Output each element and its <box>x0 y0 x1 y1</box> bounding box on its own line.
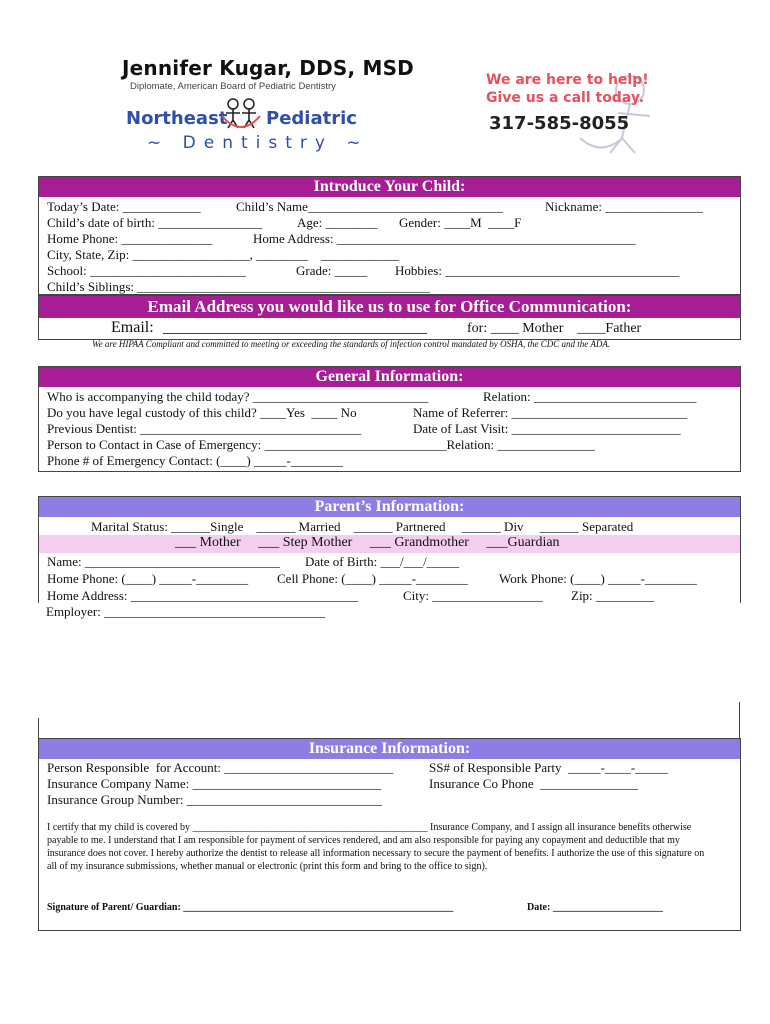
certification-text: I certify that my child is covered by _______________________________________________ Insurance Company, and I assign all insurance benefits otherwise payable to me. I understand that I am responsible for payment of services rendered, and am also responsible for paying any copayment and deductible that my insurance does not cover. I hereby authorize the dentist to release all information necessary to secure the payment of benefits. I authorize the use of this signature on all of my insurance submissions, whether manual or electronic (print this form and bring to the office to sign). <box>47 822 705 872</box>
brand-northeast: Northeast <box>126 108 228 129</box>
home-address-field[interactable]: Home Address: ______________________________________________ <box>253 231 636 246</box>
parent-title: Parent’s Information: <box>39 497 740 517</box>
help-line-2: Give us a call today. <box>486 90 645 106</box>
email-section <box>38 295 741 340</box>
hobbies-field[interactable]: Hobbies: ____________________________________ <box>395 263 680 278</box>
parent-section <box>38 496 741 603</box>
intro-section <box>38 176 741 295</box>
insurance-phone-field[interactable]: Insurance Co Phone _______________ <box>429 776 638 791</box>
age-field[interactable]: Age: ________ <box>297 215 378 230</box>
parent-zip-field[interactable]: Zip: _________ <box>571 588 655 603</box>
brand-dentistry: ~ Dentistry ~ <box>147 133 369 153</box>
relation-field[interactable]: Relation: _________________________ <box>483 389 697 404</box>
marital-status-field[interactable]: Marital Status: ______Single ______ Married ______ Partnered ______ Div ______ Separated <box>91 519 634 534</box>
hipaa-notice: We are HIPAA Compliant and committed to meeting or exceeding the standards of infection control mandated by OSHA, the CDC and the ADA. <box>92 339 611 349</box>
signature-field[interactable]: Signature of Parent/ Guardian: ______________________________________________________ <box>47 902 454 913</box>
signature-date-field[interactable]: Date: ______________________ <box>527 902 663 913</box>
gender-field[interactable]: Gender: ____M ____F <box>399 215 522 230</box>
todays-date-field[interactable]: Today’s Date: ____________ <box>47 199 201 214</box>
home-phone-field[interactable]: Home Phone: ______________ <box>47 231 213 246</box>
parent-cell-phone-field[interactable]: Cell Phone: (____) _____-________ <box>277 571 469 586</box>
brand-pediatric: Pediatric <box>266 108 357 129</box>
section-divider-left <box>38 718 39 738</box>
kids-logo-icon <box>218 96 264 136</box>
help-line-1: We are here to help! <box>486 72 649 88</box>
parent-address-field[interactable]: Home Address: ___________________________________ <box>47 588 359 603</box>
email-for-field[interactable]: for: ____ Mother ____Father <box>467 321 642 336</box>
email-field[interactable]: _________________________________ <box>163 319 427 336</box>
previous-dentist-field[interactable]: Previous Dentist: __________________________________ <box>47 421 362 436</box>
emergency-contact-field[interactable]: Person to Contact in Case of Emergency: ____________________________Relation: _______________ <box>47 437 595 452</box>
office-phone: 317-585-8055 <box>489 113 630 134</box>
city-state-zip-field[interactable]: City, State, Zip: __________________, ________ ____________ <box>47 247 399 262</box>
ssn-field[interactable]: SS# of Responsible Party _____-____-_____ <box>429 760 668 775</box>
role-options[interactable]: ___ Mother ___ Step Mother ___ Grandmother ___Guardian <box>175 535 560 550</box>
accompanying-field[interactable]: Who is accompanying the child today? ___________________________ <box>47 389 429 404</box>
insurance-title: Insurance Information: <box>39 739 740 759</box>
help-text <box>486 71 649 107</box>
group-number-field[interactable]: Insurance Group Number: ______________________________ <box>47 792 382 807</box>
general-section <box>38 366 741 472</box>
intro-title: Introduce Your Child: <box>39 177 740 197</box>
email-title: Email Address you would like us to use for Office Communication: <box>39 296 740 318</box>
doctor-name: Jennifer Kugar, DDS, MSD <box>122 56 414 80</box>
nickname-field[interactable]: Nickname: _______________ <box>545 199 703 214</box>
diplomate-text: Diplomate, American Board of Pediatric Dentistry <box>130 81 336 92</box>
insurance-company-field[interactable]: Insurance Company Name: _____________________________ <box>47 776 381 791</box>
parent-work-phone-field[interactable]: Work Phone: (____) _____-________ <box>499 571 697 586</box>
insurance-section <box>38 738 741 931</box>
responsible-person-field[interactable]: Person Responsible for Account: __________________________ <box>47 760 394 775</box>
last-visit-field[interactable]: Date of Last Visit: __________________________ <box>413 421 681 436</box>
role-row <box>39 535 740 553</box>
custody-field[interactable]: Do you have legal custody of this child? ____Yes ____ No <box>47 405 357 420</box>
child-name-field[interactable]: Child’s Name______________________________ <box>236 199 503 214</box>
siblings-field[interactable]: Child’s Siblings: _____________________________________________ <box>47 279 430 294</box>
parent-name-field[interactable]: Name: ______________________________ <box>47 554 280 569</box>
section-divider-right <box>739 702 740 738</box>
referrer-field[interactable]: Name of Referrer: ___________________________ <box>413 405 688 420</box>
general-title: General Information: <box>39 367 740 387</box>
child-dob-field[interactable]: Child’s date of birth: ________________ <box>47 215 263 230</box>
school-field[interactable]: School: ________________________ <box>47 263 246 278</box>
parent-dob-field[interactable]: Date of Birth: ___/___/_____ <box>305 554 460 569</box>
emergency-phone-field[interactable]: Phone # of Emergency Contact: (____) _____-________ <box>47 453 343 468</box>
email-label: Email: <box>111 319 154 336</box>
employer-field[interactable]: Employer: __________________________________ <box>46 604 326 619</box>
parent-home-phone-field[interactable]: Home Phone: (____) _____-________ <box>47 571 249 586</box>
grade-field[interactable]: Grade: _____ <box>296 263 368 278</box>
parent-city-field[interactable]: City: _________________ <box>403 588 543 603</box>
